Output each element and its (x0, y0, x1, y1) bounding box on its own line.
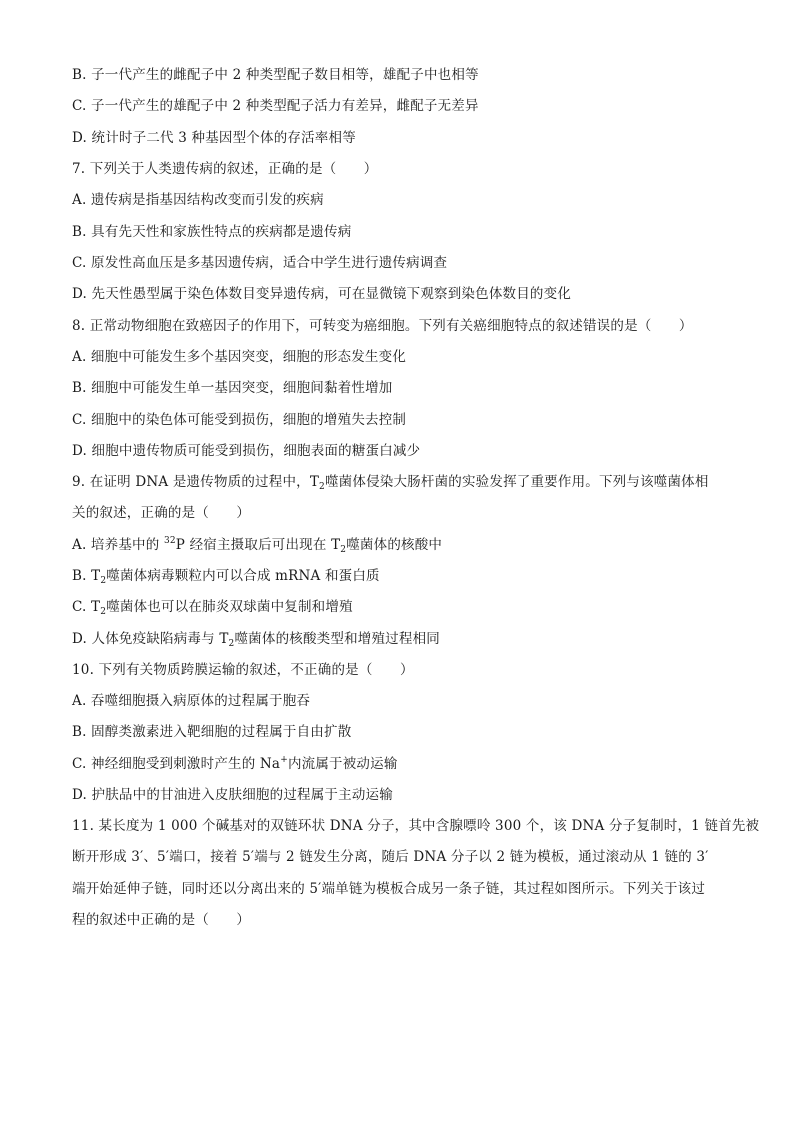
q6-option-d: D. 统计时子二代 3 种基因型个体的存活率相等 (72, 130, 356, 146)
q9-d-subscript: 2 (228, 639, 235, 649)
q8-option-b: B. 细胞中可能发生单一基因突变，细胞间黏着性增加 (72, 380, 393, 396)
q9-a-part1: A. 培养基中的 (72, 537, 164, 553)
q9-c-part2: 噬菌体也可以在肺炎双球菌中复制和增殖 (106, 599, 353, 615)
q9-stem-line1 (72, 472, 732, 492)
q7-option-b: B. 具有先天性和家族性特点的疾病都是遗传病 (72, 224, 352, 240)
q11-stem-line2: 断开形成 3′、5′端口，接着 5′端与 2 链发生分离，随后 DNA 分子以 2 链为模板，通过滚动从 1 链的 3′ (72, 849, 709, 865)
q9-a-subscript: 2 (340, 545, 347, 555)
q9-option-d (72, 629, 732, 649)
q10-c-superscript: + (280, 755, 288, 765)
q11-stem-line4: 程的叙述中正确的是（ ） (72, 912, 251, 928)
q9-a-superscript: 32 (163, 536, 176, 546)
q8-option-a: A. 细胞中可能发生多个基因突变，细胞的形态发生变化 (72, 349, 407, 365)
q9-stem-line2: 关的叙述，正确的是（ ） (72, 505, 251, 521)
q9-option-a (72, 535, 732, 555)
q8-option-d: D. 细胞中遗传物质可能受到损伤，细胞表面的糖蛋白减少 (72, 443, 421, 459)
q10-option-c (72, 754, 732, 774)
q7-option-a: A. 遗传病是指基因结构改变而引发的疾病 (72, 192, 324, 208)
q9-d-part1: D. 人体免疫缺陷病毒与 T (72, 631, 229, 647)
q6-option-b: B. 子一代产生的雌配子中 2 种类型配子数目相等，雄配子中也相等 (72, 67, 479, 83)
q11-stem-line3: 端开始延伸子链，同时还以分离出来的 5′端单链为模板合成另一条子链，其过程如图所示。下列关于该过 (72, 881, 706, 897)
q8-stem: 8. 正常动物细胞在致癌因子的作用下，可转变为癌细胞。下列有关癌细胞特点的叙述错误的是（ ） (72, 318, 693, 334)
q9-b-subscript: 2 (100, 576, 107, 586)
q9-c-part1: C. T (72, 599, 101, 615)
q9-a-part3: 噬菌体的核酸中 (346, 537, 443, 553)
q8-option-c: C. 细胞中的染色体可能受到损伤，细胞的增殖失去控制 (72, 412, 407, 428)
q10-option-a: A. 吞噬细胞摄入病原体的过程属于胞吞 (72, 693, 311, 709)
q9-stem-subscript: 2 (319, 482, 325, 492)
q10-option-d: D. 护肤品中的甘油进入皮肤细胞的过程属于主动运输 (72, 787, 393, 803)
q10-c-part1: C. 神经细胞受到刺激时产生的 Na (72, 756, 281, 772)
q6-option-c: C. 子一代产生的雄配子中 2 种类型配子活力有差异，雌配子无差异 (72, 98, 479, 114)
q9-d-part2: 噬菌体的核酸类型和增殖过程相同 (234, 631, 440, 647)
q9-stem-part1: 9. 在证明 DNA 是遗传物质的过程中，T (72, 474, 320, 490)
q9-stem-part2: 噬菌体侵染大肠杆菌的实验发挥了重要作用。下列与该噬菌体相 (324, 474, 709, 490)
q9-c-subscript: 2 (100, 607, 107, 617)
q7-stem: 7. 下列关于人类遗传病的叙述，正确的是（ ） (72, 161, 378, 177)
q7-option-c: C. 原发性高血压是多基因遗传病，适合中学生进行遗传病调查 (72, 255, 448, 271)
q11-stem-line1: 11. 某长度为 1 000 个碱基对的双链环状 DNA 分子，其中含腺嘌呤 300 个，该 DNA 分子复制时，1 链首先被 (72, 818, 760, 834)
q10-c-part2: 内流属于被动运输 (287, 756, 398, 772)
q9-a-part2: P 经宿主摄取后可出现在 T (175, 537, 341, 553)
q10-option-b: B. 固醇类激素进入靶细胞的过程属于自由扩散 (72, 724, 352, 740)
q9-option-b (72, 566, 732, 586)
q7-option-d: D. 先天性愚型属于染色体数目变异遗传病，可在显微镜下观察到染色体数目的变化 (72, 286, 572, 302)
q9-b-part1: B. T (72, 568, 101, 584)
q10-stem: 10. 下列有关物质跨膜运输的叙述，不正确的是（ ） (72, 662, 414, 678)
q9-option-c (72, 597, 732, 617)
q9-b-part2: 噬菌体病毒颗粒内可以合成 mRNA 和蛋白质 (106, 568, 380, 584)
